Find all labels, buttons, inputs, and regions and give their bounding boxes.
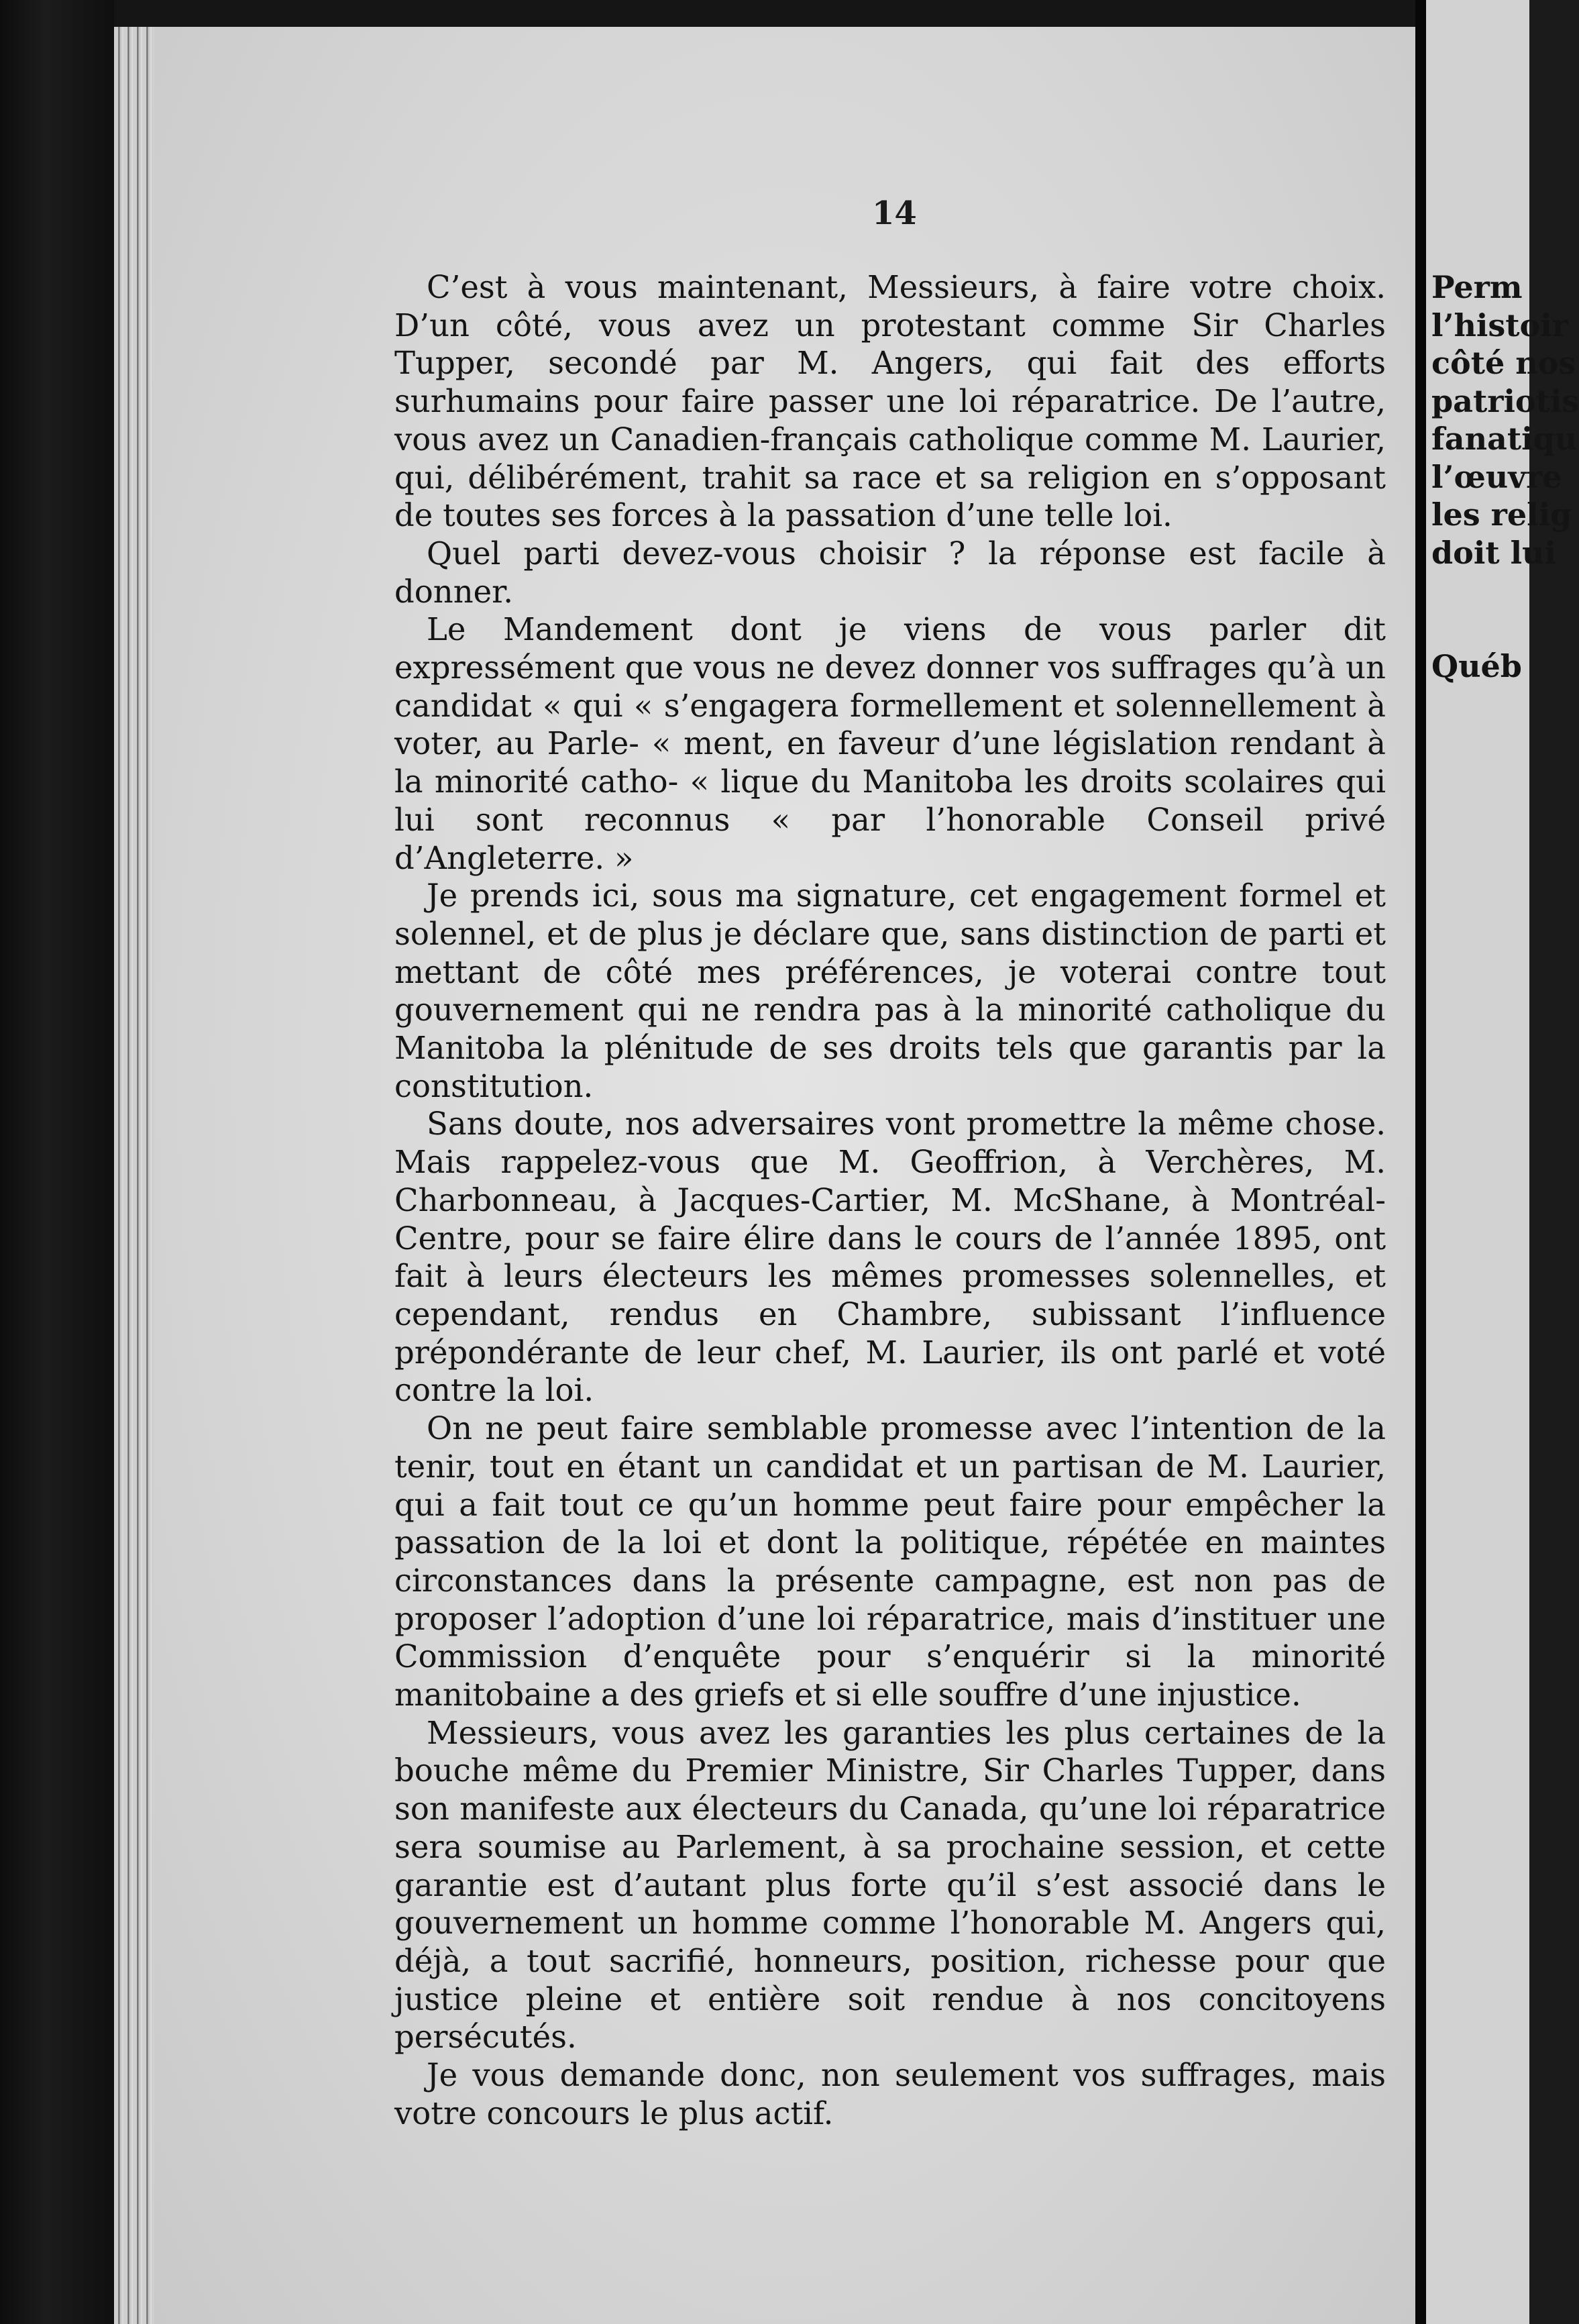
facing-page-line: doit lui [1431,534,1556,571]
facing-page-text [1431,268,1579,686]
paragraph: Le Mandement dont je viens de vous parler dit expressément que vous ne devez donner vos suffrages qu’à un candidat « qui « s’engagera formellement et solennellement à voter, au Parle- « ment, en faveur d’une législation rendant à la minorité catho- « lique du Manitoba les droits scolaires qui lui sont reconnus « par l’honorable Conseil privé d’Angleterre. » [394,611,1386,876]
page-number: 14 [872,195,917,232]
scan-border-left [0,0,114,2324]
paragraph: Sans doute, nos adversaires vont promettre la même chose. Mais rappelez-vous que M. Geoffrion, à Verchères, M. Charbonneau, à Jacques-Cartier, M. McShane, à Montréal-Centre, pour se faire élire dans le cours de l’année 1895, ont fait à leurs électeurs les mêmes promesses solennelles, et cependant, rendus en Chambre, subissant l’influence prépondérante de leur chef, M. Laurier, ils ont parlé et voté contre la loi. [394,1106,1386,1409]
facing-page-gap [1431,572,1579,647]
facing-page-line: fanatiqu [1431,421,1578,457]
paragraph: Je vous demande donc, non seulement vos suffrages, mais votre concours le plus actif. [394,2057,1386,2131]
paragraph: Messieurs, vous avez les garanties les plus certaines de la bouche même du Premier Ministre, Sir Charles Tupper, dans son manifeste aux électeurs du Canada, qu’une loi réparatrice sera soumise au Parlement, à sa prochaine session, et cette garantie est d’autant plus forte qu’il s’est associé dans le gouvernement un homme comme l’honorable M. Angers qui, déjà, a tout sacrifié, honneurs, position, richesse pour que justice pleine et entière soit rendue à nos concitoyens persécutés. [394,1714,1386,2056]
book-spine [1415,0,1426,2324]
page-body [394,268,1386,2132]
facing-page-line: les relig [1431,496,1572,533]
facing-page-line: l’histoir [1431,307,1568,344]
scan-border-top [114,0,1415,27]
paragraph: C’est à vous maintenant, Messieurs, à faire votre choix. D’un côté, vous avez un protestant comme Sir Charles Tupper, secondé par M. Angers, qui fait des efforts surhumains pour faire passer une loi réparatrice. De l’autre, vous avez un Canadien-français catholique comme M. Laurier, qui, délibérément, trahit sa race et sa religion en s’opposant de toutes ses forces à la passation d’une telle loi. [394,269,1386,534]
facing-page-line: Perm [1431,269,1523,305]
facing-page-line: Québ [1431,648,1522,684]
paragraph: Quel parti devez-vous choisir ? la réponse est facile à donner. [394,535,1386,610]
page-edges [114,27,154,2324]
facing-page-line: l’œuvre [1431,458,1562,495]
facing-page [1426,0,1579,2324]
facing-page-line: côté nos [1431,345,1576,381]
paragraph: On ne peut faire semblable promesse avec l’intention de la tenir, tout en étant un candidat et un partisan de M. Laurier, qui a fait tout ce qu’un homme peut faire pour empêcher la passation de la loi et dont la politique, répétée en maintes circonstances dans la présente campagne, est non pas de proposer l’adoption d’une loi réparatrice, mais d’instituer une Commission d’enquête pour s’enquérir si la minorité manitobaine a des griefs et si elle souffre d’une injustice. [394,1410,1386,1713]
paragraph: Je prends ici, sous ma signature, cet engagement formel et solennel, et de plus je déclare que, sans distinction de parti et mettant de côté mes préférences, je voterai contre tout gouvernement qui ne rendra pas à la minorité catholique du Manitoba la plénitude de ses droits tels que garantis par la constitution. [394,878,1386,1104]
facing-page-line: patriotis [1431,382,1579,419]
